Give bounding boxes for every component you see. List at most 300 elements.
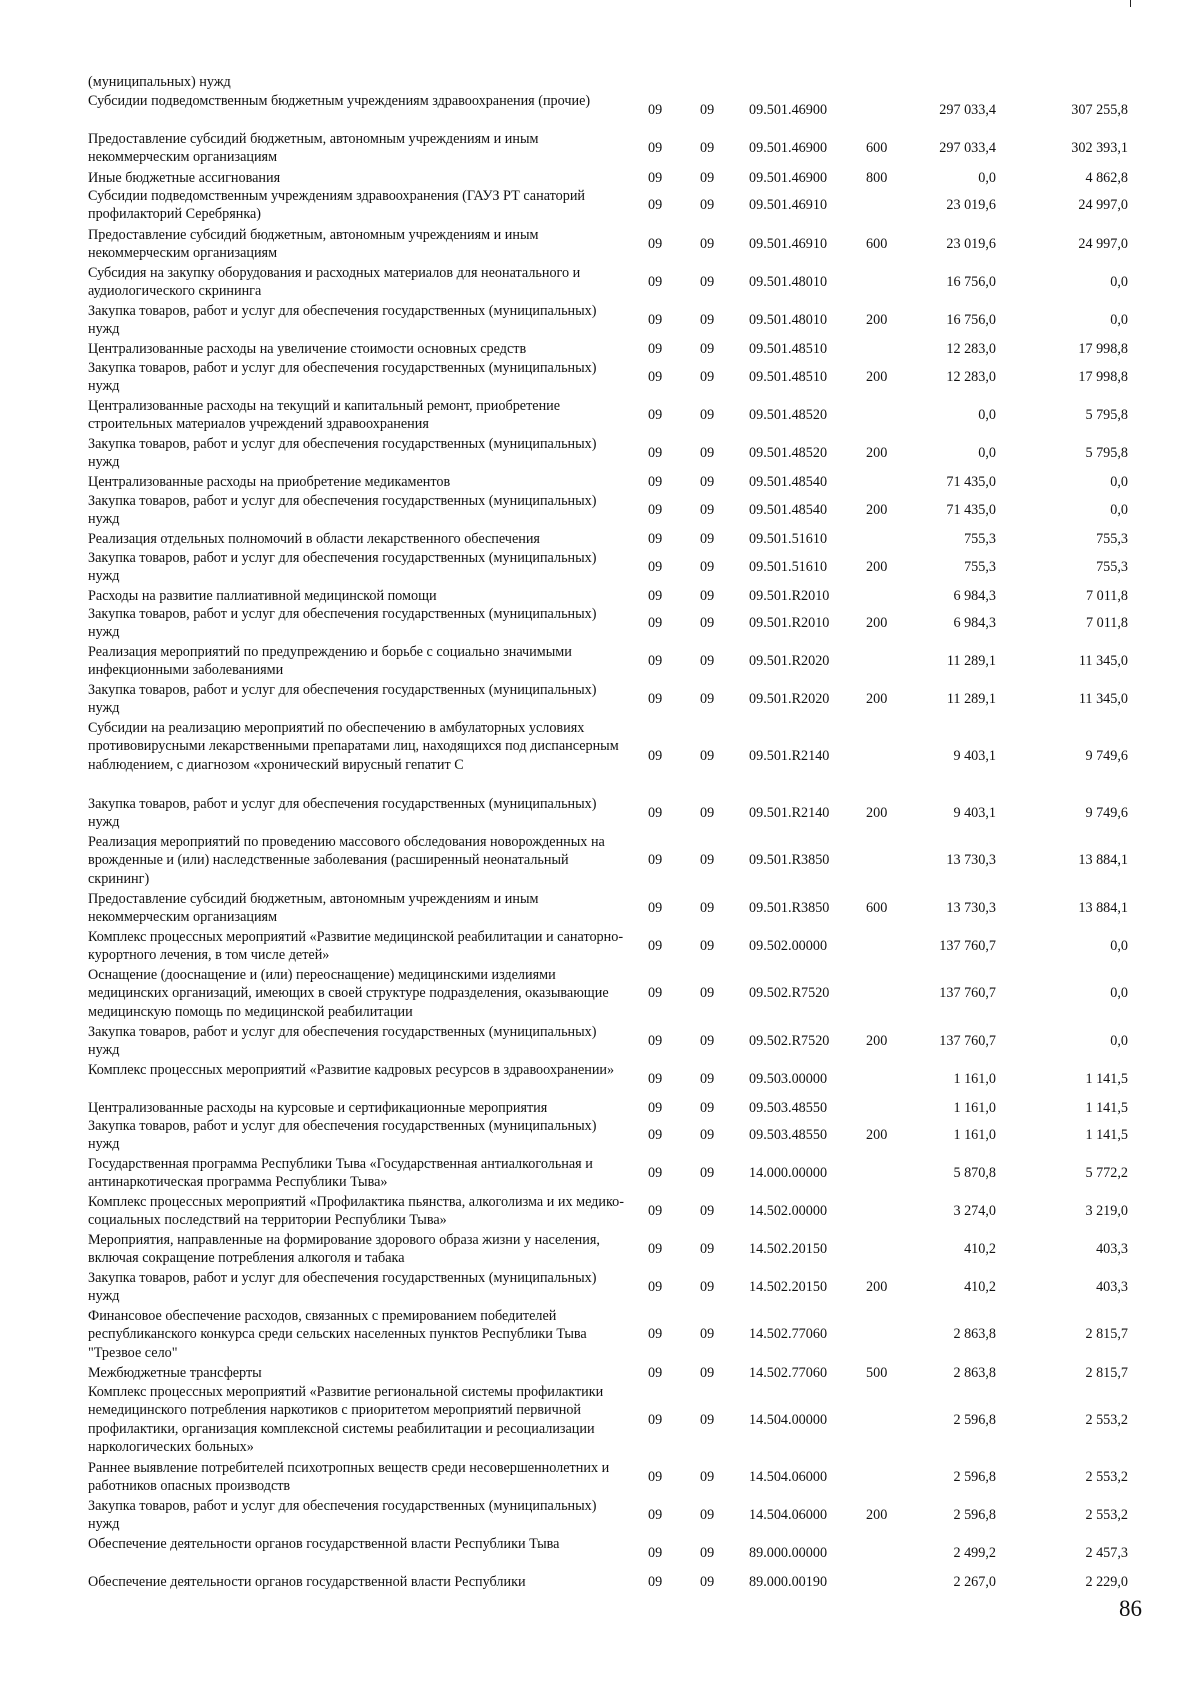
table-row [0, 1383, 1200, 1457]
amount-year2-cell: 9 749,6 [1085, 747, 1128, 764]
amount-year2-cell: 5 772,2 [1085, 1165, 1128, 1182]
table-row [0, 966, 1200, 1021]
table-row [0, 397, 1200, 434]
csr-cell: 09.501.R2010 [749, 615, 830, 632]
amount-year1-cell: 137 760,7 [939, 1033, 996, 1050]
amount-year2-cell: 2 553,2 [1085, 1469, 1128, 1486]
csr-cell: 09.501.51610 [749, 559, 828, 576]
vr-cell: 200 [866, 615, 888, 632]
csr-cell: 09.502.R7520 [749, 985, 830, 1002]
table-row [0, 359, 1200, 396]
razdel-cell: 09 [648, 985, 663, 1002]
table-row [0, 549, 1200, 586]
razdel-cell: 09 [648, 805, 663, 822]
amount-year2-cell: 2 457,3 [1085, 1545, 1128, 1562]
razdel-cell: 09 [648, 1071, 663, 1088]
row-name: Закупка товаров, работ и услуг для обеспечения государственных (муниципальных) нужд [88, 682, 597, 717]
vr-cell: 200 [866, 312, 888, 329]
amount-year1-cell: 13 730,3 [946, 900, 996, 917]
row-name: Реализация мероприятий по предупреждению и борьбе с социально значимыми инфекционными заболеваниями [88, 644, 572, 679]
podrazdel-cell: 09 [700, 1241, 715, 1258]
razdel-cell: 09 [648, 236, 663, 253]
podrazdel-cell: 09 [700, 1507, 715, 1524]
csr-cell: 09.501.51610 [749, 531, 828, 547]
csr-cell: 09.502.R7520 [749, 1033, 830, 1050]
row-name: Закупка товаров, работ и услуг для обеспечения государственных (муниципальных) нужд [88, 436, 597, 471]
amount-year2-cell: 1 141,5 [1085, 1127, 1128, 1144]
vr-cell: 600 [866, 236, 888, 253]
amount-year1-cell: 2 596,8 [953, 1507, 996, 1524]
csr-cell: 09.501.48010 [749, 274, 828, 291]
table-row [0, 681, 1200, 718]
razdel-cell: 09 [648, 588, 663, 604]
amount-year1-cell: 2 267,0 [953, 1574, 996, 1590]
row-name: Централизованные расходы на текущий и капитальный ремонт, приобретение строительных материалов учреждений здравоохранения [88, 398, 561, 433]
row-name: Реализация отдельных полномочий в области лекарственного обеспечения [88, 531, 540, 547]
vr-cell: 200 [866, 1279, 888, 1296]
row-name: Раннее выявление потребителей психотропных веществ среди несовершеннолетних и работников опасных производств [88, 1460, 610, 1495]
table-row [0, 643, 1200, 680]
razdel-cell: 09 [648, 1574, 663, 1590]
amount-year1-cell: 2 596,8 [953, 1469, 996, 1486]
table-row [0, 1117, 1200, 1154]
table-row [0, 264, 1200, 301]
razdel-cell: 09 [648, 445, 663, 462]
amount-year1-cell: 2 499,2 [953, 1545, 996, 1562]
row-name: Комплекс процессных мероприятий «Развитие кадровых ресурсов в здравоохранении» [88, 1062, 615, 1078]
csr-cell: 09.501.46900 [749, 102, 828, 119]
csr-cell: 09.501.48520 [749, 445, 828, 462]
amount-year2-cell: 2 229,0 [1085, 1574, 1128, 1590]
row-name: Обеспечение деятельности органов государственной власти Республики Тыва [88, 1536, 560, 1552]
amount-year1-cell: 0,0 [978, 170, 996, 186]
podrazdel-cell: 09 [700, 445, 715, 462]
csr-cell: 09.503.00000 [749, 1071, 828, 1088]
podrazdel-cell: 09 [700, 615, 715, 632]
row-name: Закупка товаров, работ и услуг для обеспечения государственных (муниципальных) нужд [88, 1270, 597, 1305]
csr-cell: 09.501.46900 [749, 140, 828, 157]
amount-year1-cell: 3 274,0 [953, 1203, 996, 1220]
razdel-cell: 09 [648, 691, 663, 708]
amount-year2-cell: 0,0 [1110, 1033, 1128, 1050]
table-row [0, 530, 1200, 548]
row-name: Закупка товаров, работ и услуг для обеспечения государственных (муниципальных) нужд [88, 360, 597, 395]
row-name: Межбюджетные трансферты [88, 1365, 262, 1381]
amount-year2-cell: 0,0 [1110, 938, 1128, 955]
amount-year1-cell: 13 730,3 [946, 852, 996, 869]
csr-cell: 09.501.R2020 [749, 691, 830, 708]
csr-cell: 14.502.20150 [749, 1241, 828, 1258]
podrazdel-cell: 09 [700, 1411, 715, 1428]
podrazdel-cell: 09 [700, 805, 715, 822]
podrazdel-cell: 09 [700, 1100, 715, 1116]
amount-year1-cell: 23 019,6 [946, 236, 996, 253]
table-row [0, 928, 1200, 965]
amount-year2-cell: 0,0 [1110, 985, 1128, 1002]
razdel-cell: 09 [648, 197, 663, 214]
amount-year1-cell: 1 161,0 [953, 1100, 996, 1116]
amount-year2-cell: 302 393,1 [1071, 140, 1128, 157]
row-name: Субсидии на реализацию мероприятий по обеспечению в амбулаторных условиях противовирусными лекарственными препаратами лиц, находящихся под диспансерным наблюдением, с диагнозом «хронический вирусный гепатит С [88, 720, 619, 773]
row-name: Субсидии подведомственным бюджетным учреждениям здравоохранения (прочие) [88, 93, 591, 109]
row-name: Оснащение (дооснащение и (или) переоснащение) медицинскими изделиями медицинских организаций, имеющих в своей структуре подразделения, оказывающие медицинскую помощь по медицинской реабилитации [88, 967, 609, 1020]
amount-year2-cell: 403,3 [1096, 1279, 1128, 1296]
podrazdel-cell: 09 [700, 852, 715, 869]
table-row [0, 1307, 1200, 1362]
amount-year1-cell: 2 863,8 [953, 1365, 996, 1381]
razdel-cell: 09 [648, 341, 663, 357]
csr-cell: 14.504.00000 [749, 1411, 828, 1428]
podrazdel-cell: 09 [700, 502, 715, 519]
row-name: Иные бюджетные ассигнования [88, 170, 281, 186]
csr-cell: 09.501.48510 [749, 369, 828, 386]
page-number: 86 [1119, 1596, 1142, 1621]
table-row [0, 1061, 1200, 1098]
table-row [0, 226, 1200, 263]
razdel-cell: 09 [648, 1411, 663, 1428]
razdel-cell: 09 [648, 102, 663, 119]
razdel-cell: 09 [648, 369, 663, 386]
podrazdel-cell: 09 [700, 1165, 715, 1182]
amount-year2-cell: 0,0 [1110, 312, 1128, 329]
podrazdel-cell: 09 [700, 747, 715, 764]
csr-cell: 14.502.00000 [749, 1203, 828, 1220]
podrazdel-cell: 09 [700, 938, 715, 955]
razdel-cell: 09 [648, 531, 663, 547]
table-row [0, 587, 1200, 605]
csr-cell: 14.502.77060 [749, 1326, 828, 1343]
table-row [0, 1535, 1200, 1572]
podrazdel-cell: 09 [700, 274, 715, 291]
razdel-cell: 09 [648, 1279, 663, 1296]
podrazdel-cell: 09 [700, 985, 715, 1002]
csr-cell: 14.504.06000 [749, 1507, 828, 1524]
razdel-cell: 09 [648, 653, 663, 670]
table-row [0, 1231, 1200, 1268]
table-row [0, 1497, 1200, 1534]
razdel-cell: 09 [648, 747, 663, 764]
amount-year2-cell: 13 884,1 [1078, 900, 1128, 917]
podrazdel-cell: 09 [700, 1071, 715, 1088]
amount-year2-cell: 307 255,8 [1071, 102, 1128, 119]
podrazdel-cell: 09 [700, 312, 715, 329]
csr-cell: 09.501.48520 [749, 407, 828, 424]
podrazdel-cell: 09 [700, 559, 715, 576]
row-name: Обеспечение деятельности органов государственной власти Республики [88, 1574, 526, 1590]
table-row [0, 302, 1200, 339]
csr-cell: 09.501.48540 [749, 502, 828, 519]
table-row [0, 340, 1200, 358]
amount-year2-cell: 7 011,8 [1085, 588, 1128, 604]
csr-cell: 09.501.R2140 [749, 805, 830, 822]
table-row [0, 1099, 1200, 1117]
row-name: Комплекс процессных мероприятий «Профилактика пьянства, алкоголизма и их медико-социальных последствий на территории Республики Тыва» [88, 1194, 624, 1229]
razdel-cell: 09 [648, 1365, 663, 1381]
row-name: Предоставление субсидий бюджетным, автономным учреждениям и иным некоммерческим организациям [88, 891, 539, 926]
vr-cell: 200 [866, 369, 888, 386]
csr-cell: 09.501.R2010 [749, 588, 830, 604]
razdel-cell: 09 [648, 274, 663, 291]
csr-cell: 09.501.48510 [749, 341, 828, 357]
row-name: Предоставление субсидий бюджетным, автономным учреждениям и иным некоммерческим организациям [88, 131, 539, 166]
amount-year2-cell: 755,3 [1096, 559, 1128, 576]
amount-year1-cell: 755,3 [964, 531, 996, 547]
amount-year2-cell: 17 998,8 [1078, 341, 1128, 357]
table-row [0, 1269, 1200, 1306]
amount-year2-cell: 4 862,8 [1085, 170, 1128, 186]
amount-year1-cell: 410,2 [964, 1241, 996, 1258]
amount-year2-cell: 755,3 [1096, 531, 1128, 547]
csr-cell: 09.501.R2020 [749, 653, 830, 670]
podrazdel-cell: 09 [700, 369, 715, 386]
row-name: Субсидии подведомственным учреждениям здравоохранения (ГАУЗ РТ санаторий профилакторий Серебрянка) [88, 188, 586, 223]
vr-cell: 600 [866, 140, 888, 157]
row-name: Закупка товаров, работ и услуг для обеспечения государственных (муниципальных) нужд [88, 606, 597, 641]
table-row [0, 1023, 1200, 1060]
amount-year2-cell: 1 141,5 [1085, 1100, 1128, 1116]
podrazdel-cell: 09 [700, 140, 715, 157]
podrazdel-cell: 09 [700, 1279, 715, 1296]
razdel-cell: 09 [648, 407, 663, 424]
amount-year1-cell: 1 161,0 [953, 1071, 996, 1088]
csr-cell: 14.000.00000 [749, 1165, 828, 1182]
amount-year1-cell: 410,2 [964, 1279, 996, 1296]
podrazdel-cell: 09 [700, 1033, 715, 1050]
row-name: Субсидия на закупку оборудования и расходных материалов для неонатального и аудиологического скрининга [88, 265, 581, 300]
table-row [0, 890, 1200, 927]
amount-year2-cell: 24 997,0 [1078, 197, 1128, 214]
csr-cell: 09.501.R3850 [749, 852, 830, 869]
razdel-cell: 09 [648, 1127, 663, 1144]
table-row [0, 130, 1200, 167]
amount-year1-cell: 11 289,1 [946, 653, 996, 670]
podrazdel-cell: 09 [700, 1469, 715, 1486]
amount-year2-cell: 3 219,0 [1085, 1203, 1128, 1220]
row-name: Закупка товаров, работ и услуг для обеспечения государственных (муниципальных) нужд [88, 1118, 597, 1153]
row-name: Закупка товаров, работ и услуг для обеспечения государственных (муниципальных) нужд [88, 550, 597, 585]
csr-cell: 09.501.R3850 [749, 900, 830, 917]
table-row [0, 169, 1200, 187]
row-name: Централизованные расходы на увеличение стоимости основных средств [88, 341, 527, 357]
podrazdel-cell: 09 [700, 197, 715, 214]
row-name: Расходы на развитие паллиативной медицинской помощи [88, 588, 437, 604]
razdel-cell: 09 [648, 1469, 663, 1486]
amount-year1-cell: 5 870,8 [953, 1165, 996, 1182]
podrazdel-cell: 09 [700, 1203, 715, 1220]
csr-cell: 09.502.00000 [749, 938, 828, 955]
amount-year2-cell: 7 011,8 [1085, 615, 1128, 632]
podrazdel-cell: 09 [700, 691, 715, 708]
table-row [0, 187, 1200, 224]
amount-year1-cell: 755,3 [964, 559, 996, 576]
amount-year1-cell: 1 161,0 [953, 1127, 996, 1144]
csr-cell: 09.501.48540 [749, 474, 828, 490]
vr-cell: 200 [866, 1033, 888, 1050]
podrazdel-cell: 09 [700, 1127, 715, 1144]
razdel-cell: 09 [648, 938, 663, 955]
table-row [0, 833, 1200, 888]
table-row [0, 1459, 1200, 1496]
row-name: Комплекс процессных мероприятий «Развитие медицинской реабилитации и санаторно-курортного лечения, в том числе детей» [88, 929, 624, 964]
table-row [0, 92, 1200, 129]
table-row [0, 1155, 1200, 1192]
podrazdel-cell: 09 [700, 1545, 715, 1562]
amount-year1-cell: 6 984,3 [953, 615, 996, 632]
row-name: Реализация мероприятий по проведению массового обследования новорожденных на врожденные и (или) наследственные заболевания (расширенный неонатальный скрининг) [88, 834, 605, 887]
table-row [0, 1193, 1200, 1230]
table-row [0, 1573, 1200, 1591]
row-name: Закупка товаров, работ и услуг для обеспечения государственных (муниципальных) нужд [88, 303, 597, 338]
row-name: Комплекс процессных мероприятий «Развитие региональной системы профилактики немедицинского потребления наркотиков с приоритетом мероприятий первичной профилактики, организация комплексной системы реабилитации и ресоциализации наркологических больных» [88, 1384, 604, 1456]
amount-year1-cell: 23 019,6 [946, 197, 996, 214]
amount-year1-cell: 6 984,3 [953, 588, 996, 604]
amount-year1-cell: 12 283,0 [946, 341, 996, 357]
row-name: Закупка товаров, работ и услуг для обеспечения государственных (муниципальных) нужд [88, 493, 597, 528]
row-name: Мероприятия, направленные на формирование здорового образа жизни у населения, включая сокращение потребления алкоголя и табака [88, 1232, 600, 1267]
amount-year1-cell: 137 760,7 [939, 985, 996, 1002]
csr-cell: 09.501.46910 [749, 197, 828, 214]
csr-cell: 14.502.20150 [749, 1279, 828, 1296]
amount-year2-cell: 5 795,8 [1085, 445, 1128, 462]
podrazdel-cell: 09 [700, 900, 715, 917]
amount-year1-cell: 9 403,1 [953, 747, 996, 764]
csr-cell: 09.503.48550 [749, 1127, 828, 1144]
table-row [0, 473, 1200, 491]
razdel-cell: 09 [648, 474, 663, 490]
csr-cell: 89.000.00190 [749, 1574, 828, 1590]
amount-year1-cell: 2 863,8 [953, 1326, 996, 1343]
vr-cell: 200 [866, 1507, 888, 1524]
amount-year2-cell: 0,0 [1110, 274, 1128, 291]
razdel-cell: 09 [648, 1165, 663, 1182]
razdel-cell: 09 [648, 170, 663, 186]
podrazdel-cell: 09 [700, 102, 715, 119]
razdel-cell: 09 [648, 312, 663, 329]
amount-year2-cell: 2 553,2 [1085, 1507, 1128, 1524]
page-edge-mark [1130, 0, 1131, 7]
podrazdel-cell: 09 [700, 341, 715, 357]
csr-cell: 09.501.46900 [749, 170, 828, 186]
amount-year2-cell: 2 815,7 [1085, 1365, 1128, 1381]
podrazdel-cell: 09 [700, 1326, 715, 1343]
amount-year2-cell: 9 749,6 [1085, 805, 1128, 822]
amount-year1-cell: 11 289,1 [946, 691, 996, 708]
razdel-cell: 09 [648, 140, 663, 157]
amount-year2-cell: 403,3 [1096, 1241, 1128, 1258]
razdel-cell: 09 [648, 1326, 663, 1343]
amount-year1-cell: 2 596,8 [953, 1411, 996, 1428]
podrazdel-cell: 09 [700, 1365, 715, 1381]
podrazdel-cell: 09 [700, 653, 715, 670]
row-name: Централизованные расходы на приобретение медикаментов [88, 474, 451, 490]
podrazdel-cell: 09 [700, 531, 715, 547]
csr-cell: 14.504.06000 [749, 1469, 828, 1486]
amount-year2-cell: 17 998,8 [1078, 369, 1128, 386]
table-row [0, 435, 1200, 472]
podrazdel-cell: 09 [700, 170, 715, 186]
amount-year2-cell: 0,0 [1110, 502, 1128, 519]
amount-year1-cell: 71 435,0 [946, 474, 996, 490]
vr-cell: 200 [866, 502, 888, 519]
amount-year2-cell: 5 795,8 [1085, 407, 1128, 424]
razdel-cell: 09 [648, 900, 663, 917]
table-row [0, 795, 1200, 832]
amount-year2-cell: 2 815,7 [1085, 1326, 1128, 1343]
podrazdel-cell: 09 [700, 1574, 715, 1590]
amount-year1-cell: 297 033,4 [939, 140, 996, 157]
amount-year1-cell: 137 760,7 [939, 938, 996, 955]
row-name: Предоставление субсидий бюджетным, автономным учреждениям и иным некоммерческим организациям [88, 227, 539, 262]
row-name: Закупка товаров, работ и услуг для обеспечения государственных (муниципальных) нужд [88, 796, 597, 831]
vr-cell: 800 [866, 170, 888, 186]
csr-cell: 09.501.48010 [749, 312, 828, 329]
vr-cell: 200 [866, 1127, 888, 1144]
amount-year2-cell: 13 884,1 [1078, 852, 1128, 869]
amount-year1-cell: 0,0 [978, 407, 996, 424]
csr-cell: 09.501.R2140 [749, 747, 830, 764]
amount-year1-cell: 16 756,0 [946, 312, 996, 329]
amount-year2-cell: 2 553,2 [1085, 1411, 1128, 1428]
amount-year1-cell: 297 033,4 [939, 102, 996, 119]
table-row [0, 719, 1200, 793]
amount-year1-cell: 9 403,1 [953, 805, 996, 822]
razdel-cell: 09 [648, 1545, 663, 1562]
razdel-cell: 09 [648, 1241, 663, 1258]
razdel-cell: 09 [648, 1203, 663, 1220]
table-row [0, 605, 1200, 642]
row-name: Государственная программа Республики Тыва «Государственная антиалкогольная и антинаркотическая программа Республики Тыва» [88, 1156, 593, 1191]
vr-cell: 200 [866, 445, 888, 462]
row-name: (муниципальных) нужд [88, 74, 231, 90]
row-name: Финансовое обеспечение расходов, связанных с премированием победителей республиканского конкурса среди сельских населенных пунктов Республики Тыва "Трезвое село" [88, 1308, 587, 1361]
csr-cell: 09.503.48550 [749, 1100, 828, 1116]
row-name: Закупка товаров, работ и услуг для обеспечения государственных (муниципальных) нужд [88, 1498, 597, 1533]
razdel-cell: 09 [648, 615, 663, 632]
podrazdel-cell: 09 [700, 588, 715, 604]
amount-year2-cell: 24 997,0 [1078, 236, 1128, 253]
vr-cell: 200 [866, 691, 888, 708]
vr-cell: 200 [866, 559, 888, 576]
razdel-cell: 09 [648, 852, 663, 869]
csr-cell: 14.502.77060 [749, 1365, 828, 1381]
table-row [0, 73, 1200, 91]
row-name: Закупка товаров, работ и услуг для обеспечения государственных (муниципальных) нужд [88, 1024, 597, 1059]
razdel-cell: 09 [648, 502, 663, 519]
razdel-cell: 09 [648, 1033, 663, 1050]
csr-cell: 09.501.46910 [749, 236, 828, 253]
amount-year2-cell: 1 141,5 [1085, 1071, 1128, 1088]
razdel-cell: 09 [648, 1100, 663, 1116]
vr-cell: 200 [866, 805, 888, 822]
vr-cell: 600 [866, 900, 888, 917]
amount-year1-cell: 71 435,0 [946, 502, 996, 519]
amount-year2-cell: 11 345,0 [1078, 691, 1128, 708]
table-row [0, 492, 1200, 529]
amount-year2-cell: 11 345,0 [1078, 653, 1128, 670]
csr-cell: 89.000.00000 [749, 1545, 828, 1562]
vr-cell: 500 [866, 1365, 888, 1381]
razdel-cell: 09 [648, 559, 663, 576]
podrazdel-cell: 09 [700, 474, 715, 490]
podrazdel-cell: 09 [700, 236, 715, 253]
amount-year1-cell: 0,0 [978, 445, 996, 462]
razdel-cell: 09 [648, 1507, 663, 1524]
amount-year2-cell: 0,0 [1110, 474, 1128, 490]
amount-year1-cell: 16 756,0 [946, 274, 996, 291]
amount-year1-cell: 12 283,0 [946, 369, 996, 386]
table-row [0, 1364, 1200, 1382]
podrazdel-cell: 09 [700, 407, 715, 424]
